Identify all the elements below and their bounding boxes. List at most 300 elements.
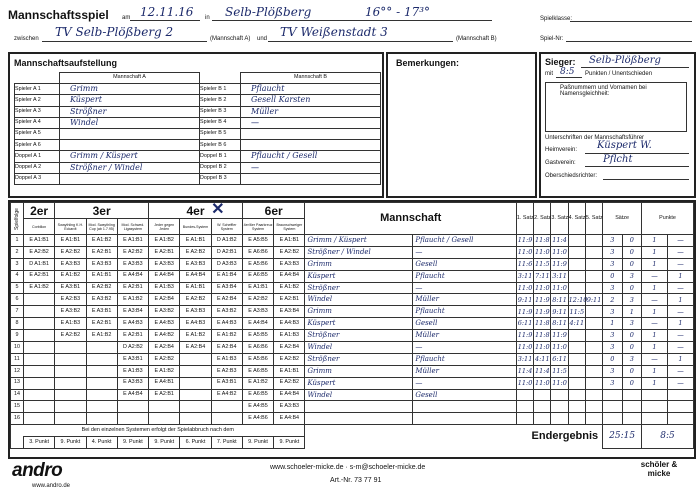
system-pairing: D A3:B3	[211, 258, 242, 270]
system-pairing: E A3:B4	[211, 282, 242, 294]
set-score	[568, 258, 585, 270]
punkte-a: 1	[642, 377, 668, 389]
row-number: 15	[11, 401, 24, 413]
lineup-player-b: Gesell Karsten	[241, 95, 381, 106]
team-a-player: Strößner / Windel	[305, 246, 413, 258]
system-pairing	[55, 365, 86, 377]
row-number: 1	[11, 235, 24, 247]
system-pairing: E A1:B1	[274, 235, 305, 247]
andro-url: www.andro.de	[32, 483, 71, 489]
set-score: 8:11	[551, 318, 568, 330]
system-pairing	[23, 294, 54, 306]
team-a-player: Grimm	[305, 365, 413, 377]
system-pairing: E A2:B2	[274, 377, 305, 389]
footer-contact: www.schoeler-micke.de · s-m@schoeler-micke.de	[270, 464, 426, 471]
team-a-player: Grimm	[305, 258, 413, 270]
lineup-col-b: Mannschaft B	[241, 73, 381, 84]
system-pairing	[23, 306, 54, 318]
set-score: 11:4	[534, 365, 551, 377]
set-score	[516, 401, 533, 413]
team-a-player: Grimm	[305, 306, 413, 318]
unterschrift-label: Unterschriften der Mannschaftsführer	[545, 135, 645, 141]
row-number: 6	[11, 294, 24, 306]
set-score	[568, 246, 585, 258]
set-score	[534, 401, 551, 413]
lineup-label-a: Spieler A 1	[15, 84, 60, 95]
system-pairing: E A4:B4	[274, 270, 305, 282]
system-pairing	[55, 401, 86, 413]
system-pairing	[23, 401, 54, 413]
punkte-a: 1	[642, 258, 668, 270]
saetze-header: Sätze	[603, 203, 642, 235]
bemerkungen-box	[386, 52, 537, 198]
sys-4er-label: 4er	[186, 203, 205, 218]
saetze-b: 0	[622, 330, 641, 342]
set-score: 12:10	[568, 294, 585, 306]
lineup-player-a: Grimm	[60, 84, 200, 95]
saetze-a: 3	[603, 235, 622, 247]
system-pairing: E A3:B3	[55, 258, 86, 270]
system-pairing: E A2:B1	[149, 246, 180, 258]
lineup-label-a: Doppel A 1	[15, 151, 60, 162]
system-pairing: E A2:B2	[55, 246, 86, 258]
andro-logo: andro	[12, 460, 63, 481]
set-score	[534, 389, 551, 401]
lineup-label-b: Spieler B 6	[200, 140, 241, 151]
system-pairing	[55, 353, 86, 365]
set-score: 7:11	[534, 270, 551, 282]
match-row	[11, 294, 694, 306]
team-a-player: Strößner	[305, 330, 413, 342]
lineup-row	[15, 151, 381, 162]
punkte-a	[642, 413, 668, 425]
am-label: am	[122, 15, 131, 21]
system-pairing: E A2:B2	[55, 330, 86, 342]
system-pairing	[211, 413, 242, 425]
lineup-row	[15, 84, 381, 95]
team-b-player	[413, 413, 517, 425]
system-pairing: E A4:B1	[149, 377, 180, 389]
set-score: 3:11	[516, 270, 533, 282]
system-subtitle: Mod. Swaythling Cup (ab 1.7.95)	[86, 219, 117, 235]
abbruch-punkt: 7. Punkt	[211, 437, 242, 449]
system-pairing: E A3:B3	[149, 258, 180, 270]
set-score: 11:9	[516, 235, 533, 247]
team-b-player: Gesell	[413, 318, 517, 330]
lineup-player-b: —	[241, 117, 381, 128]
saetze-b: 1	[622, 306, 641, 318]
set-score: 11:9	[551, 258, 568, 270]
set-score	[585, 235, 602, 247]
set-score: 3:11	[551, 270, 568, 282]
row-number: 14	[11, 389, 24, 401]
sys-2er-title: 2er	[23, 203, 54, 219]
satz-3-header: 3. Satz	[551, 203, 568, 235]
satz-5-header: 5. Satz	[585, 203, 602, 235]
punkte-b: —	[667, 282, 693, 294]
set-score	[568, 377, 585, 389]
system-pairing: E A3:B1	[117, 353, 148, 365]
lineup-label-b: Spieler B 3	[200, 106, 241, 117]
team-b-player: Gesell	[413, 258, 517, 270]
row-number: 12	[11, 365, 24, 377]
set-score: 11:0	[551, 246, 568, 258]
sys-6er-title: 6er	[242, 203, 305, 219]
set-score: 3:11	[516, 353, 533, 365]
set-score: 9:11	[585, 294, 602, 306]
lineup-row	[15, 106, 381, 117]
set-score: 11:6	[516, 258, 533, 270]
lineup-row	[15, 162, 381, 173]
system-pairing: E A2:B4	[149, 342, 180, 354]
system-pairing	[23, 389, 54, 401]
lineup-col-a: Mannschaft A	[60, 73, 200, 84]
system-pairing	[23, 318, 54, 330]
system-pairing: E A3:B3	[180, 306, 211, 318]
set-score: 11:8	[534, 318, 551, 330]
system-pairing	[55, 413, 86, 425]
set-score	[568, 353, 585, 365]
system-pairing	[23, 377, 54, 389]
satz-4-header: 4. Satz	[568, 203, 585, 235]
system-check-mark: ✕	[211, 199, 225, 218]
system-pairing	[180, 353, 211, 365]
set-score: 6:11	[516, 318, 533, 330]
punkte-b: 1	[667, 353, 693, 365]
set-score: 11:0	[551, 282, 568, 294]
footer-artnr: Art.-Nr. 73 77 91	[330, 477, 382, 484]
punkte-b: —	[667, 306, 693, 318]
team-b-name: TV Weißenstadt 3	[280, 25, 388, 39]
page-title: Mannschaftsspiel	[8, 8, 109, 22]
system-pairing	[180, 389, 211, 401]
system-pairing: E A3:B3	[242, 306, 273, 318]
system-pairing: E A3:B2	[86, 294, 117, 306]
heimverein-label: Heimverein:	[545, 147, 578, 153]
lineup-label-a: Spieler A 5	[15, 128, 60, 139]
system-pairing: E A1:B2	[274, 282, 305, 294]
match-venue: Selb-Plößberg	[225, 5, 312, 19]
system-subtitle: W. Scheffler System	[211, 219, 242, 235]
set-score: 9:11	[516, 294, 533, 306]
punkte-b: —	[667, 377, 693, 389]
system-pairing	[23, 413, 54, 425]
system-pairing	[117, 401, 148, 413]
set-score	[568, 413, 585, 425]
set-score	[568, 365, 585, 377]
team-b-player: —	[413, 282, 517, 294]
team-a-player	[305, 401, 413, 413]
system-pairing	[55, 342, 86, 354]
lineup-player-b	[241, 140, 381, 151]
match-row	[11, 342, 694, 354]
lineup-label-b: Spieler B 2	[200, 95, 241, 106]
punkte-a: 1	[642, 342, 668, 354]
team-a-player: Grimm / Küspert	[305, 235, 413, 247]
system-pairing: E A4:B3	[180, 318, 211, 330]
punkte-b: —	[667, 342, 693, 354]
system-pairing: E A1:B2	[55, 270, 86, 282]
row-number: 10	[11, 342, 24, 354]
system-pairing: E A2:B3	[211, 365, 242, 377]
set-score	[585, 258, 602, 270]
system-pairing: E A2:B4	[180, 342, 211, 354]
system-pairing: E A4:B4	[117, 389, 148, 401]
row-number: 7	[11, 306, 24, 318]
punkte-a	[642, 401, 668, 413]
system-pairing: D A2:B1	[211, 246, 242, 258]
sys-4er-title	[149, 199, 243, 219]
system-pairing: E A1:B1	[55, 235, 86, 247]
match-table	[10, 199, 694, 449]
system-pairing: D A1:B1	[23, 258, 54, 270]
saetze-a: 0	[603, 353, 622, 365]
sieger-label: Sieger:	[545, 57, 576, 67]
system-pairing	[86, 389, 117, 401]
set-score: 11:0	[534, 246, 551, 258]
lineup-label-a: Doppel A 3	[15, 173, 60, 184]
saetze-b: 3	[622, 294, 641, 306]
row-number: 13	[11, 377, 24, 389]
lineup-label-b: Doppel B 3	[200, 173, 241, 184]
system-pairing	[23, 365, 54, 377]
system-pairing	[86, 401, 117, 413]
system-pairing: E A3:B2	[211, 306, 242, 318]
team-b-player: Müller	[413, 365, 517, 377]
row-number: 9	[11, 330, 24, 342]
abbruch-punkt: 4. Punkt	[86, 437, 117, 449]
match-time: 16°° - 17³°	[365, 5, 431, 19]
punkte-a	[642, 389, 668, 401]
system-pairing: E A2:B4	[211, 294, 242, 306]
system-pairing: E A2:B1	[23, 270, 54, 282]
gastverein-signature: Pflcht	[603, 154, 633, 165]
zwischen-label: zwischen	[14, 36, 39, 42]
match-row	[11, 282, 694, 294]
lineup-label-a: Spieler A 2	[15, 95, 60, 106]
system-pairing	[180, 401, 211, 413]
system-pairing: E A3:B3	[274, 258, 305, 270]
system-pairing: E A3:B4	[274, 306, 305, 318]
punkte-a: —	[642, 318, 668, 330]
system-pairing	[23, 353, 54, 365]
punkte-header: Punkte	[642, 203, 694, 235]
match-row	[11, 377, 694, 389]
system-pairing: E A2:B1	[117, 282, 148, 294]
punkte-b	[667, 401, 693, 413]
system-pairing: E A6:B5	[242, 365, 273, 377]
mannschaft-b-label: (Mannschaft B)	[456, 36, 497, 42]
system-pairing: E A1:B1	[274, 365, 305, 377]
saetze-a: 3	[603, 342, 622, 354]
team-b-player: Pflaucht	[413, 306, 517, 318]
team-a-player: Windel	[305, 294, 413, 306]
system-pairing: E A3:B4	[117, 306, 148, 318]
system-pairing	[180, 377, 211, 389]
set-score: 11:5	[568, 306, 585, 318]
saetze-b: 0	[622, 235, 641, 247]
saetze-a: 3	[603, 377, 622, 389]
abbruch-punkt: 9. Punkt	[274, 437, 305, 449]
saetze-b: 0	[622, 282, 641, 294]
system-pairing	[149, 413, 180, 425]
system-pairing: E A1:B1	[86, 270, 117, 282]
system-pairing: E A6:B5	[242, 270, 273, 282]
system-pairing: E A4:B3	[274, 318, 305, 330]
lineup-player-a: Strößner	[60, 106, 200, 117]
punkte-a: 1	[642, 246, 668, 258]
system-pairing: E A1:B2	[242, 377, 273, 389]
punkte-b: 1	[667, 270, 693, 282]
system-pairing	[86, 365, 117, 377]
set-score	[516, 389, 533, 401]
system-pairing: E A4:B6	[242, 413, 273, 425]
lineup-box	[8, 52, 384, 198]
match-row	[11, 235, 694, 247]
sieger-box	[539, 52, 696, 198]
abbruch-punkt: 9. Punkt	[242, 437, 273, 449]
pass-box	[545, 82, 687, 132]
system-subtitle: Mod. Schwed. Ligasystem	[117, 219, 148, 235]
system-pairing: E A1:B2	[149, 235, 180, 247]
system-pairing: E A2:B2	[117, 246, 148, 258]
lineup-label-b: Doppel B 2	[200, 162, 241, 173]
lineup-label-b: Spieler B 5	[200, 128, 241, 139]
system-subtitle: Braunschweiger System	[274, 219, 305, 235]
abbruch-punkt: 3. Punkt	[23, 437, 54, 449]
set-score: 4:11	[534, 353, 551, 365]
saetze-b	[622, 389, 641, 401]
lineup-row	[15, 117, 381, 128]
set-score	[585, 270, 602, 282]
saetze-b: 3	[622, 353, 641, 365]
team-b-player: Müller	[413, 330, 517, 342]
set-score	[568, 401, 585, 413]
system-pairing	[86, 342, 117, 354]
system-pairing: E A4:B4	[242, 318, 273, 330]
punkte-a: —	[642, 353, 668, 365]
team-b-player: —	[413, 246, 517, 258]
team-b-player: Pflaucht	[413, 353, 517, 365]
set-score	[568, 270, 585, 282]
saetze-a	[603, 413, 622, 425]
system-pairing: E A4:B4	[274, 413, 305, 425]
system-pairing: E A2:B2	[274, 353, 305, 365]
set-score: 11:8	[534, 235, 551, 247]
system-pairing: E A1:B3	[117, 365, 148, 377]
set-score: 11:9	[534, 306, 551, 318]
system-pairing: E A1:B2	[23, 282, 54, 294]
lineup-player-b	[241, 128, 381, 139]
system-pairing: D A2:B2	[117, 342, 148, 354]
saetze-a: 1	[603, 318, 622, 330]
set-score: 11:0	[516, 246, 533, 258]
row-number: 5	[11, 282, 24, 294]
saetze-b: 0	[622, 342, 641, 354]
punkte-b: 1	[667, 294, 693, 306]
system-pairing: E A1:B1	[242, 282, 273, 294]
system-pairing: E A2:B4	[211, 342, 242, 354]
saetze-a: 3	[603, 258, 622, 270]
system-pairing: E A2:B2	[86, 282, 117, 294]
system-pairing: E A1:B3	[149, 282, 180, 294]
set-score	[568, 342, 585, 354]
punkte-a: 1	[642, 330, 668, 342]
endergebnis-label: Endergebnis	[531, 430, 599, 443]
system-pairing: E A1:B2	[211, 330, 242, 342]
system-pairing: E A2:B2	[180, 246, 211, 258]
system-subtitle: 4er/6er Paarkreuz System	[242, 219, 273, 235]
system-pairing: D A1:B2	[211, 235, 242, 247]
saetze-b	[622, 413, 641, 425]
system-subtitle: Swaythling K.H. Eckardt	[55, 219, 86, 235]
system-pairing: E A4:B4	[149, 270, 180, 282]
lineup-row	[15, 95, 381, 106]
set-score: 11:5	[551, 365, 568, 377]
system-pairing: E A3:B3	[86, 258, 117, 270]
system-pairing	[23, 330, 54, 342]
match-date: 12.11.16	[140, 5, 194, 19]
saetze-a	[603, 401, 622, 413]
system-pairing: E A4:B4	[274, 389, 305, 401]
punkte-b	[667, 413, 693, 425]
lineup-player-a	[60, 128, 200, 139]
set-score	[585, 413, 602, 425]
gastverein-label: Gastverein:	[545, 160, 576, 166]
satz-2-header: 2. Satz	[534, 203, 551, 235]
abbruch-text: Bei den einzelnen Systemen erfolgt der Spielabbruch nach dem	[11, 425, 305, 437]
system-pairing: E A1:B2	[180, 330, 211, 342]
match-row	[11, 401, 694, 413]
match-box	[8, 200, 696, 459]
system-pairing: E A2:B1	[274, 294, 305, 306]
system-pairing: E A5:B5	[242, 330, 273, 342]
in-label: in	[205, 15, 210, 21]
system-pairing: E A1:B2	[117, 294, 148, 306]
set-score	[551, 413, 568, 425]
saetze-a: 3	[603, 282, 622, 294]
system-pairing: E A2:B1	[117, 330, 148, 342]
lineup-player-b: Pflaucht	[241, 84, 381, 95]
team-b-player	[413, 401, 517, 413]
lineup-row	[15, 173, 381, 184]
und-label: und	[257, 36, 268, 42]
saetze-b: 0	[622, 365, 641, 377]
saetze-a: 3	[603, 330, 622, 342]
match-row	[11, 306, 694, 318]
saetze-a: 0	[603, 270, 622, 282]
system-pairing: E A4:B3	[117, 318, 148, 330]
abbruch-punkt: 6. Punkt	[180, 437, 211, 449]
lineup-player-a: Windel	[60, 117, 200, 128]
lineup-player-a: Strößner / Windel	[60, 162, 200, 173]
match-row	[11, 270, 694, 282]
match-row	[11, 330, 694, 342]
lineup-label-a: Doppel A 2	[15, 162, 60, 173]
lineup-row	[15, 140, 381, 151]
punkte-b: —	[667, 330, 693, 342]
mannschaft-header: Mannschaft	[305, 203, 516, 235]
system-pairing: E A3:B3	[117, 377, 148, 389]
pass-label: Paßnummern und Vornamen bei Namensgleichheit:	[560, 85, 647, 97]
end-saetze: 25:15	[603, 425, 642, 449]
match-row	[11, 413, 694, 425]
system-pairing: E A3:B3	[274, 401, 305, 413]
team-b-player: —	[413, 377, 517, 389]
punkte-a: 1	[642, 282, 668, 294]
abbruch-punkt: 9. Punkt	[117, 437, 148, 449]
team-a-player: Küspert	[305, 270, 413, 282]
